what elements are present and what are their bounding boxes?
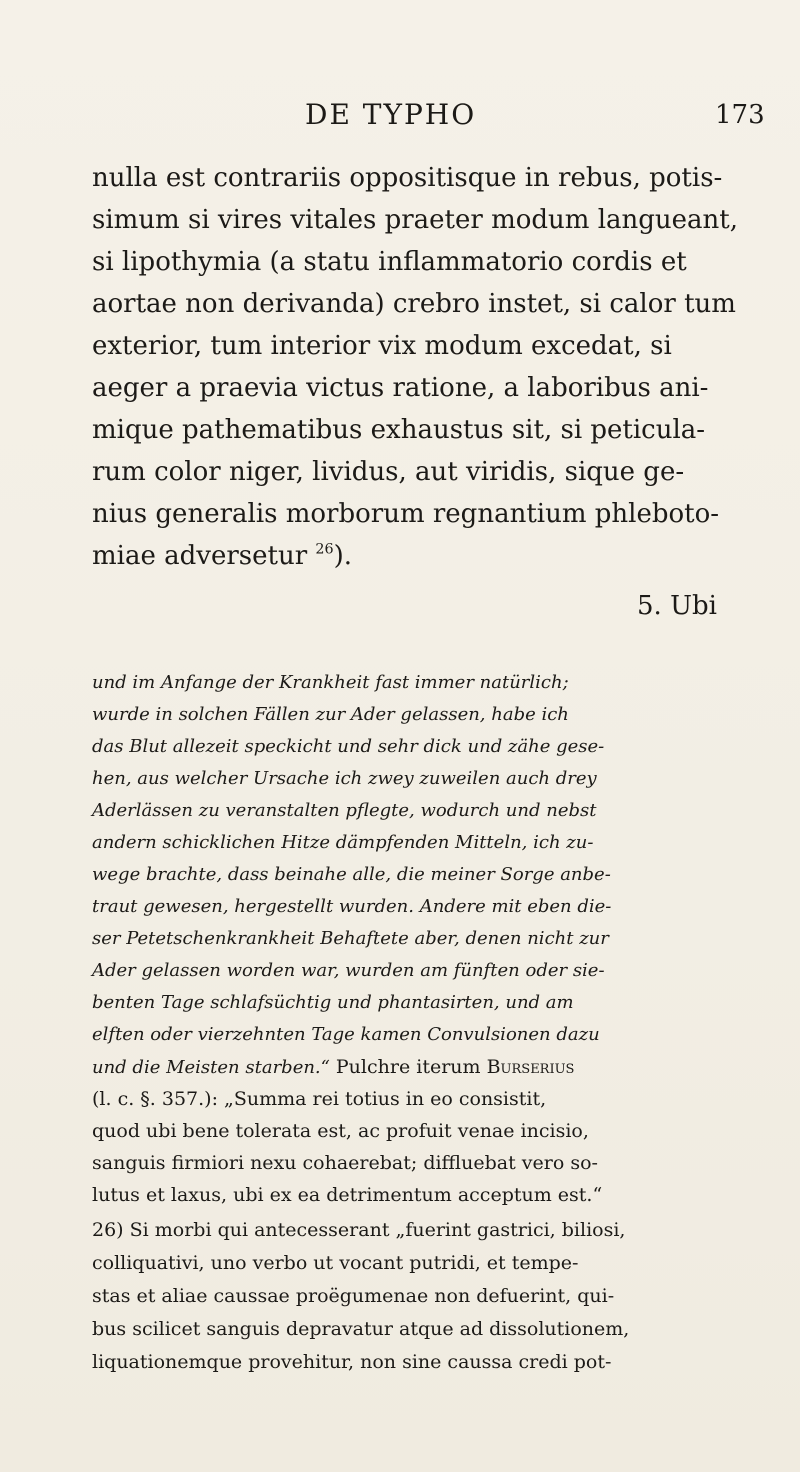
footnote-line-5: Aderlässen zu veranstalten pflegte, wodurch und nebst <box>92 800 597 821</box>
main-line-10-text: miae adversetur <box>92 541 316 571</box>
footnote-latin-1: „Summa rei totius in eo consistit, <box>218 1088 547 1110</box>
footnote-line-8: traut gewesen, hergestellt wurden. Andere mit eben die- <box>92 896 612 917</box>
footnote-line-13 <box>92 1058 574 1077</box>
footnote-line-3: das Blut allezeit speckicht und sehr dick und zähe gese- <box>92 736 605 757</box>
footnote-line-13-german: und die Meisten starben.“ <box>92 1057 330 1078</box>
footnote-line-13-latin: Pulchre iterum <box>329 1056 487 1078</box>
main-line-3: si lipothymia (a statu inflammatorio cordis et <box>92 247 687 277</box>
main-line-10-closing: ). <box>333 541 353 571</box>
main-line-5: exterior, tum interior vix modum excedat, si <box>92 331 672 361</box>
footnote-line-12: elften oder vierzehnten Tage kamen Convulsionen dazu <box>92 1024 600 1045</box>
footnote-line-14 <box>92 1090 546 1109</box>
footnote-line-11: benten Tage schlafsüchtig und phantasirten, und am <box>92 992 574 1013</box>
footnote-line-10: Ader gelassen worden war, wurden am fünften oder sie- <box>92 960 605 981</box>
footnote-citation: (l. c. §. 357.): <box>92 1088 218 1110</box>
footnote-line-15: quod ubi bene tolerata est, ac profuit venae incisio, <box>92 1120 589 1142</box>
running-head: DE TYPHO <box>305 98 477 131</box>
footnote-line-6: andern schicklichen Hitze dämpfenden Mitteln, ich zu- <box>92 832 594 853</box>
footnote-26-line-1: 26) Si morbi qui antecesserant „fuerint gastrici, biliosi, <box>92 1219 626 1241</box>
main-line-2: simum si vires vitales praeter modum langueant, <box>92 205 738 235</box>
footnote-line-1: und im Anfange der Krankheit fast immer natürlich; <box>92 672 569 693</box>
footnote-26-line-4: bus scilicet sanguis depravatur atque ad dissolutionem, <box>92 1318 630 1340</box>
main-line-10 <box>92 543 352 569</box>
footnote-line-9: ser Petetschenkrankheit Behaftete aber, denen nicht zur <box>92 928 609 949</box>
main-line-6: aeger a praevia victus ratione, a laboribus ani- <box>92 373 709 403</box>
footnote-26-line-5: liquationemque provehitur, non sine caussa credi pot- <box>92 1351 612 1373</box>
footnote-line-7: wege brachte, dass beinahe alle, die meiner Sorge anbe- <box>92 864 611 885</box>
footnote-line-2: wurde in solchen Fällen zur Ader gelassen, habe ich <box>92 704 569 725</box>
footnote-line-16: sanguis firmiori nexu cohaerebat; diffluebat vero so- <box>92 1152 598 1174</box>
footnote-line-4: hen, aus welcher Ursache ich zwey zuweilen auch drey <box>92 768 597 789</box>
main-line-8: rum color niger, lividus, aut viridis, sique ge- <box>92 457 685 487</box>
footnote-author: Burserius <box>486 1056 575 1078</box>
main-line-7: mique pathematibus exhaustus sit, si peticula- <box>92 415 706 445</box>
footnote-26-line-2: colliquativi, uno verbo ut vocant putridi, et tempe- <box>92 1252 579 1274</box>
catchword: 5. Ubi <box>637 591 717 621</box>
main-line-1: nulla est contrariis oppositisque in rebus, potis- <box>92 163 723 193</box>
main-line-4: aortae non derivanda) crebro instet, si calor tum <box>92 289 736 319</box>
footnote-26-line-3: stas et aliae caussae proëgumenae non defuerint, qui- <box>92 1285 615 1307</box>
footnote-line-17: lutus et laxus, ubi ex ea detrimentum acceptum est.“ <box>92 1184 603 1206</box>
main-line-9: nius generalis morborum regnantium phleboto- <box>92 499 720 529</box>
page-header <box>0 98 800 138</box>
page-number: 173 <box>715 100 765 130</box>
footnote-reference: 26 <box>315 541 334 558</box>
